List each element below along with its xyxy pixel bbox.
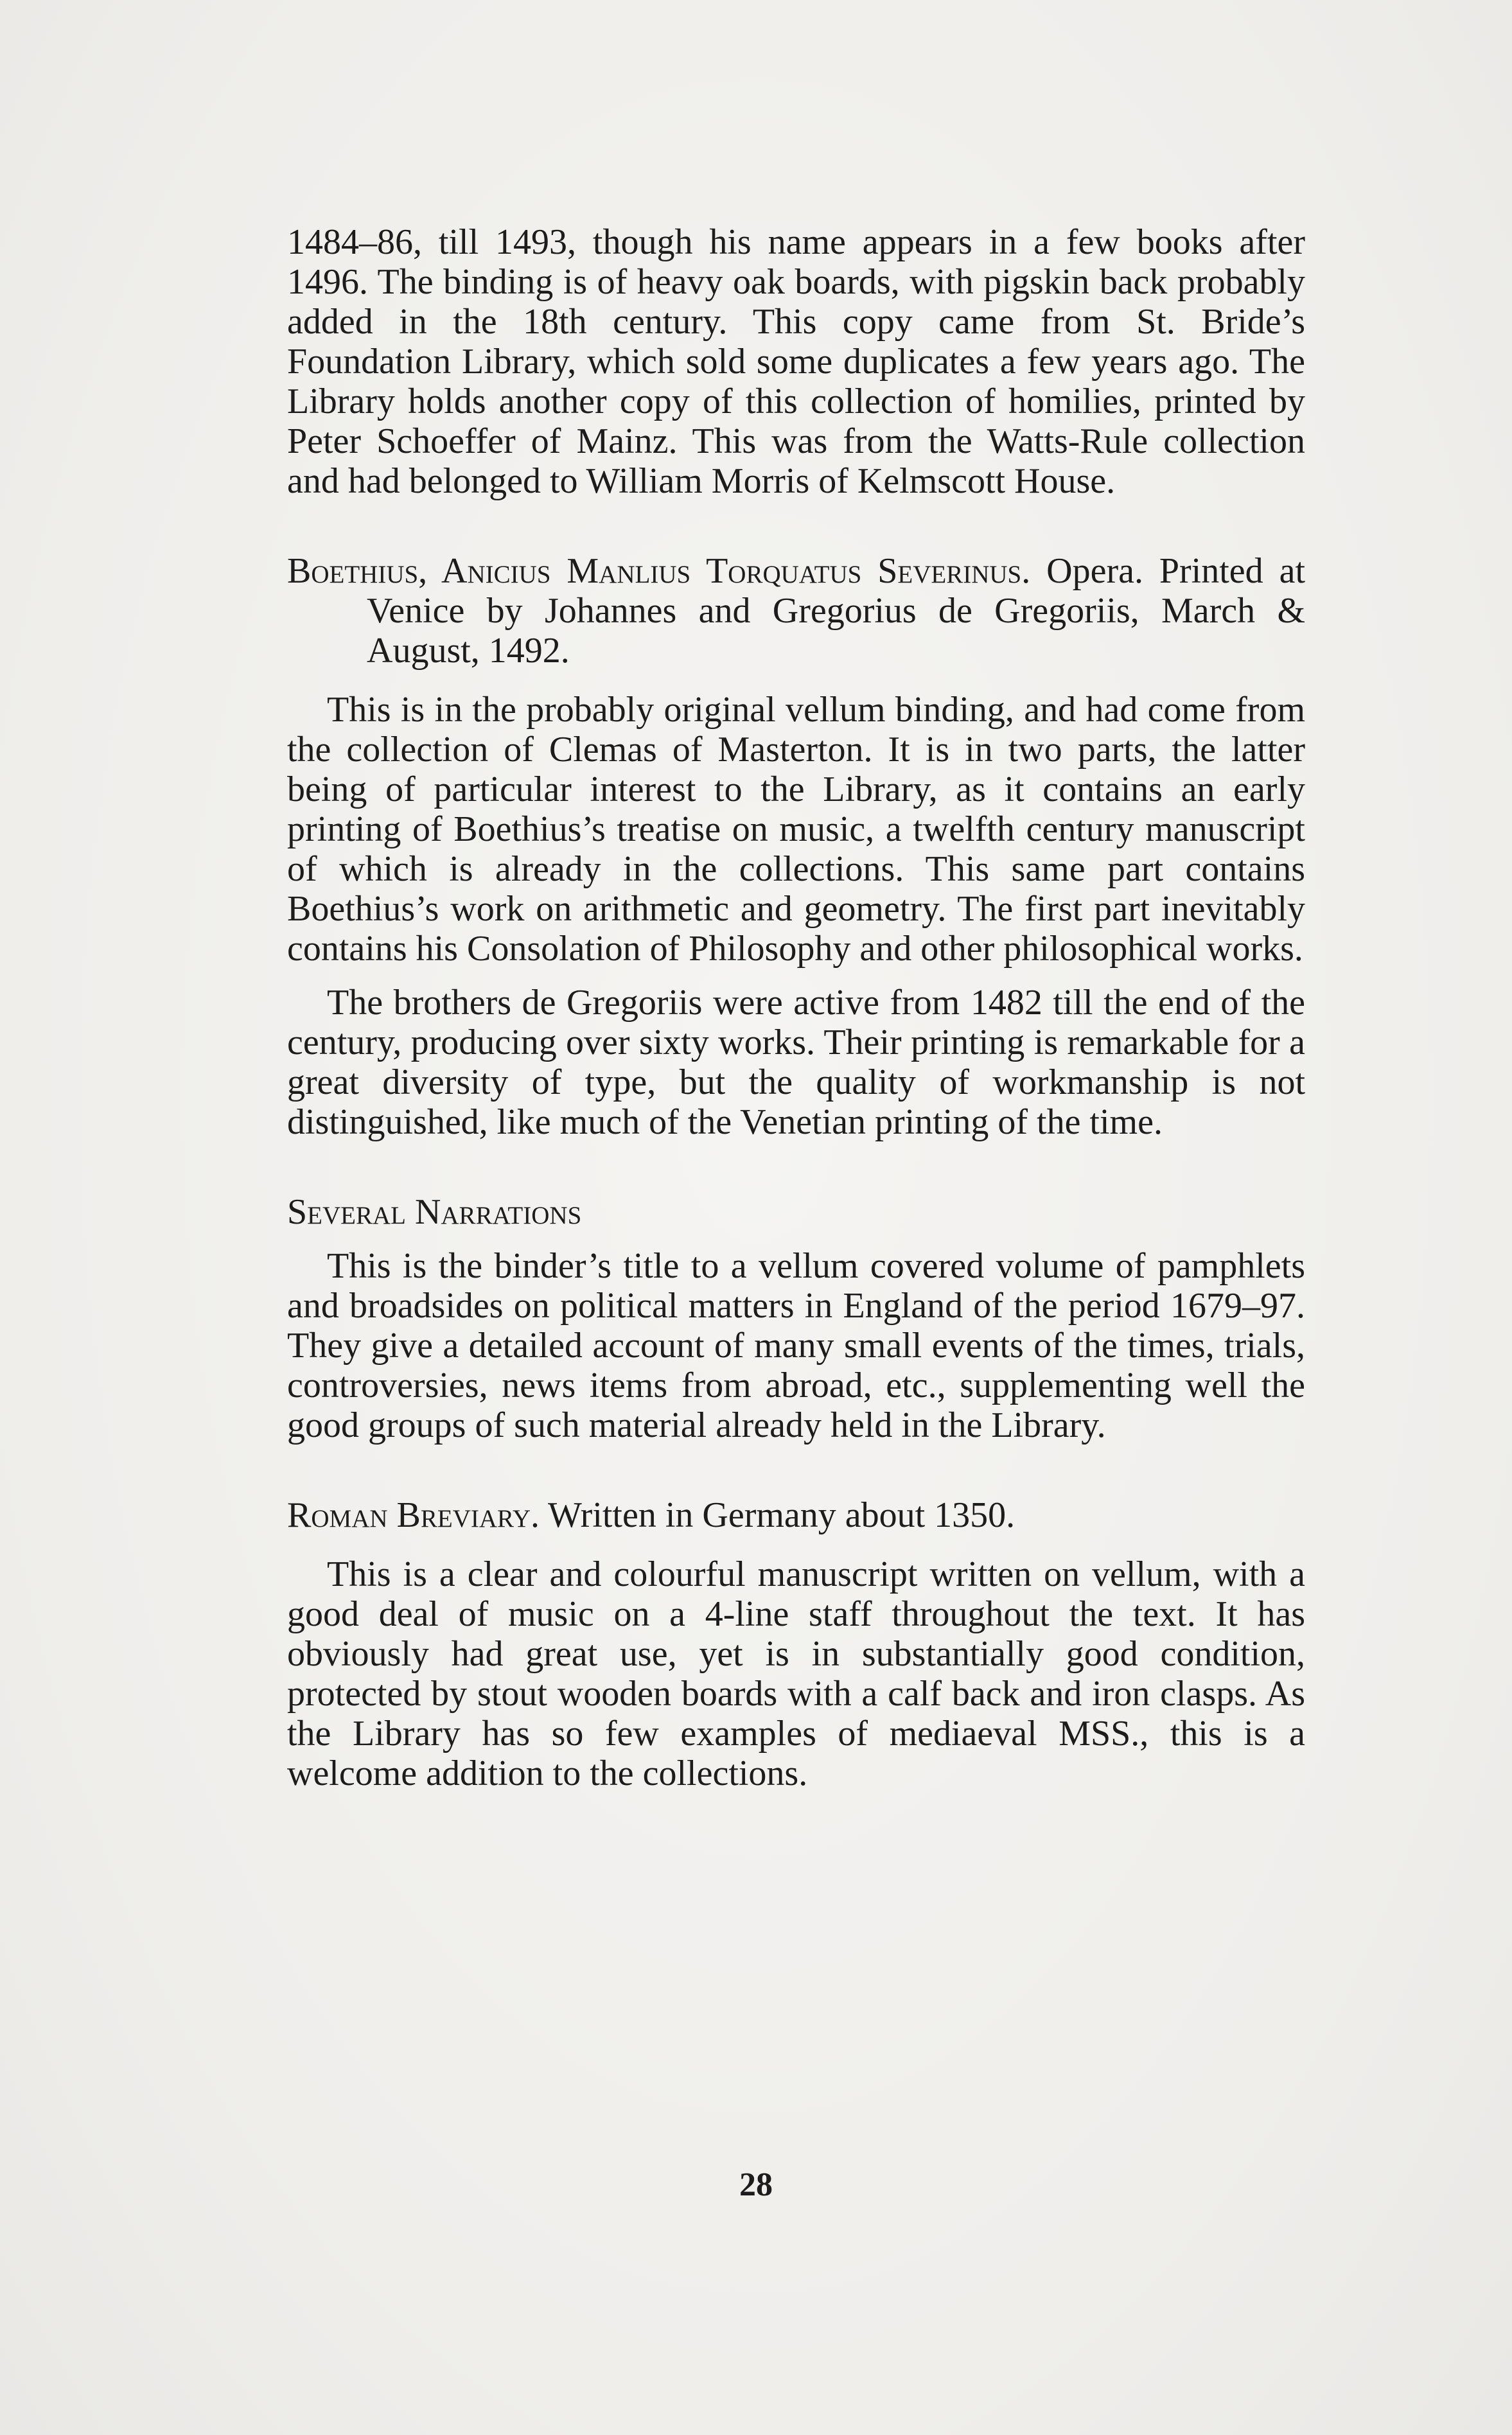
entry-heading: Roman Breviary.	[287, 1495, 540, 1535]
entry-boethius-heading	[287, 551, 1305, 671]
entry-boethius-paragraph-2: The brothers de Gregoriis were active from 1482 till the end of the century, producing over sixty works. Their printing is remarkable for a great diversity of type, but the quality of workmanship is not distinguished, like much of the Venetian printing of the time.	[287, 983, 1305, 1142]
entry-breviary-heading	[287, 1495, 1305, 1535]
entry-heading: Boethius, Anicius Manlius Torquatus Severinus.	[287, 551, 1031, 591]
entry-citation: Written in Germany about 1350.	[540, 1495, 1015, 1535]
entry-narrations-paragraph-1: This is the binder’s title to a vellum covered volume of pamphlets and broadsides on political matters in England of the period 1679–97. They give a detailed account of many small events of the times, trials, controversies, news items from abroad, etc., supplementing well the good groups of such material already held in the Library.	[287, 1246, 1305, 1445]
page-number: 28	[739, 2167, 773, 2203]
entry-narrations-heading	[287, 1192, 1305, 1232]
intro-paragraph: 1484–86, till 1493, though his name appears in a few books after 1496. The binding is of heavy oak boards, with pigskin back probably added in the 18th century. This copy came from St. Bride’s Foundation Library, which sold some duplicates a few years ago. The Library holds another copy of this collection of homilies, printed by Peter Schoeffer of Mainz. This was from the Watts-Rule collection and had belonged to William Morris of Kelmscott House.	[287, 222, 1305, 501]
entry-boethius-paragraph-1: This is in the probably original vellum binding, and had come from the collection of Clemas of Masterton. It is in two parts, the latter being of particular interest to the Library, as it contains an early printing of Boethius’s treatise on music, a twelfth century manuscript of which is already in the collections. This same part contains Boethius’s work on arithmetic and geometry. The first part inevitably contains his Consolation of Philosophy and other philosophical works.	[287, 690, 1305, 969]
entry-breviary-paragraph-1: This is a clear and colourful manuscript written on vellum, with a good deal of music on a 4-line staff throughout the text. It has obviously had great use, yet is in substantially good condition, protected by stout wooden boards with a calf back and iron clasps. As the Library has so few examples of mediaeval MSS., this is a welcome addition to the collections.	[287, 1554, 1305, 1793]
entry-citation: Opera. Printed at Venice by Johannes and Gregorius de Gregoriis, March & August, 1492.	[367, 551, 1306, 671]
page-text	[287, 222, 1305, 1793]
entry-heading: Several Narrations	[287, 1192, 582, 1232]
